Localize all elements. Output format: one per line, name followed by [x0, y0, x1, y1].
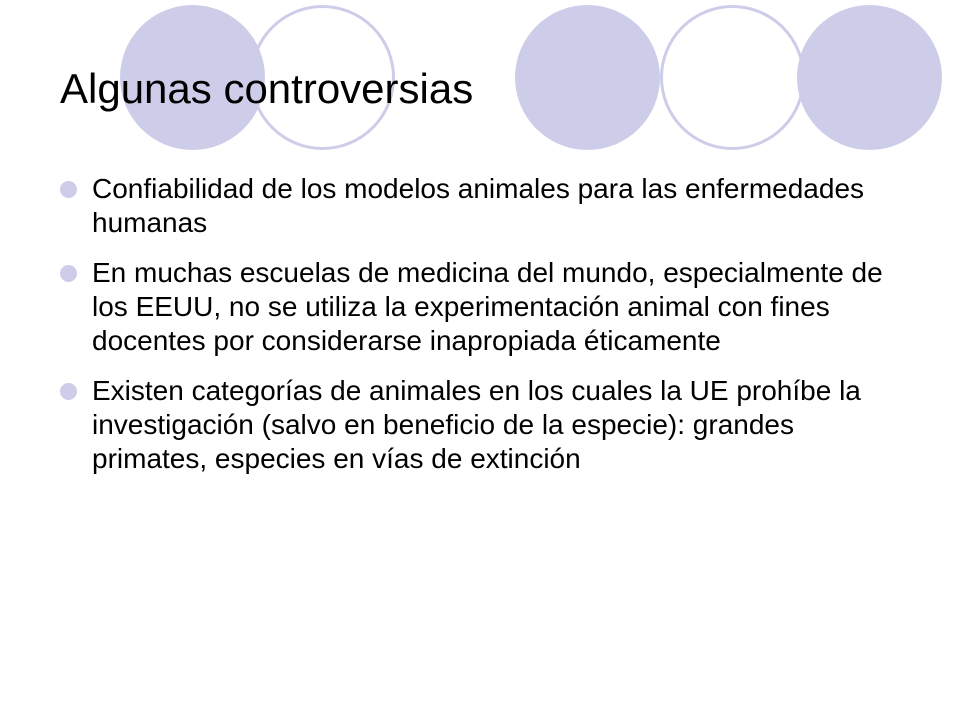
bullet-item [60, 374, 900, 476]
bullet-list [60, 172, 900, 492]
circle-bullet-icon [60, 181, 77, 198]
decorative-circle-icon [797, 5, 942, 150]
bullet-text: Confiabilidad de los modelos animales para las enfermedades humanas [92, 173, 865, 238]
bullet-item [60, 172, 900, 240]
bullet-text: En muchas escuelas de medicina del mundo, especialmente de los EEUU, no se utiliza la experimentación animal con fines docentes por considerarse inapropiada éticamente [92, 257, 883, 356]
decorative-circle-icon [515, 5, 660, 150]
bullet-item [60, 256, 900, 358]
circle-bullet-icon [60, 265, 77, 282]
circle-bullet-icon [60, 383, 77, 400]
decorative-ring-icon [660, 5, 805, 150]
bullet-text: Existen categorías de animales en los cuales la UE prohíbe la investigación (salvo en beneficio de la especie): grandes primates, especies en vías de extinción [92, 375, 861, 474]
slide-title: Algunas controversias [60, 65, 474, 112]
